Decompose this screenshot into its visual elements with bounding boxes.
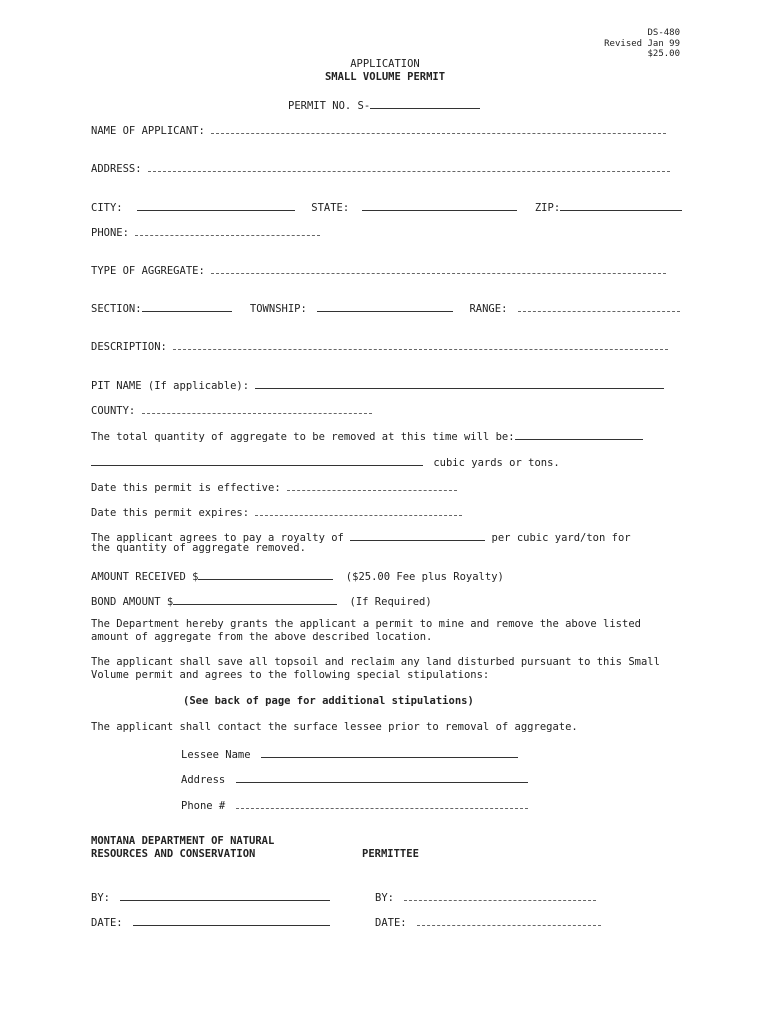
permit-number-field[interactable] [370, 97, 480, 109]
amount-received-row [91, 568, 504, 583]
bond-amount-label: BOND AMOUNT $ [91, 596, 174, 608]
lessee-name-label: Lessee Name [181, 749, 251, 761]
county-label: COUNTY: [91, 405, 136, 417]
zip-field[interactable] [560, 199, 682, 211]
range-label: RANGE: [469, 303, 508, 315]
township-label: TOWNSHIP: [249, 303, 307, 315]
phone-label: PHONE: [91, 227, 129, 239]
lessee-name-field[interactable] [261, 746, 518, 758]
lessee-phone-row [181, 797, 528, 812]
state-label: STATE: [311, 202, 350, 214]
department-line-1: MONTANA DEPARTMENT OF NATURAL [91, 835, 275, 847]
pit-name-label: PIT NAME (If applicable): [91, 380, 250, 392]
effective-date-field[interactable] [287, 479, 457, 491]
zip-label: ZIP: [534, 202, 561, 214]
applicant-name-row [91, 122, 666, 137]
range-field[interactable] [518, 300, 680, 312]
bond-amount-field[interactable] [173, 593, 337, 605]
phone-field[interactable] [135, 224, 320, 236]
expires-date-field[interactable] [255, 504, 462, 516]
permittee-by-row [375, 889, 596, 904]
permittee-date-label: DATE: [375, 917, 407, 929]
pit-name-field[interactable] [255, 377, 664, 389]
see-back-note: (See back of page for additional stipulations) [183, 695, 474, 707]
lessee-address-row [181, 771, 528, 786]
expires-date-label: Date this permit expires: [91, 507, 250, 519]
township-field[interactable] [317, 300, 453, 312]
department-line-2: RESOURCES AND CONSERVATION [91, 848, 256, 860]
title-application: APPLICATION [350, 58, 420, 70]
lessee-phone-label: Phone # [181, 800, 226, 812]
lessee-phone-field[interactable] [236, 797, 528, 809]
city-field[interactable] [137, 199, 295, 211]
lessee-contact-paragraph: The applicant shall contact the surface lessee prior to removal of aggregate. [91, 721, 578, 733]
royalty-text-a: The applicant agrees to pay a royalty of [91, 532, 344, 544]
quantity-text: The total quantity of aggregate to be removed at this time will be: [91, 431, 515, 443]
bond-amount-row [91, 593, 432, 608]
description-field[interactable] [173, 338, 668, 350]
department-date-field[interactable] [133, 914, 330, 926]
department-date-row [91, 914, 330, 929]
section-township-range-row [91, 300, 680, 315]
section-label: SECTION: [91, 303, 142, 315]
pit-name-row [91, 377, 664, 392]
county-field[interactable] [142, 402, 372, 414]
address-field[interactable] [148, 160, 670, 172]
form-header-block [604, 28, 680, 60]
address-label: ADDRESS: [91, 163, 142, 175]
cubic-yards-text: cubic yards or tons. [433, 457, 560, 469]
city-label: CITY: [91, 202, 123, 214]
permittee-by-field[interactable] [404, 889, 596, 901]
aggregate-type-row [91, 262, 666, 277]
lessee-name-row [181, 746, 518, 761]
applicant-name-label: NAME OF APPLICANT: [91, 125, 205, 137]
permit-number-label: PERMIT NO. S- [288, 100, 371, 112]
description-row [91, 338, 668, 353]
royalty-field[interactable] [350, 529, 485, 541]
permittee-date-row [375, 914, 601, 929]
department-by-field[interactable] [120, 889, 330, 901]
cubic-yards-row [91, 454, 560, 469]
department-by-label: BY: [91, 892, 110, 904]
applicant-name-field[interactable] [211, 122, 666, 134]
royalty-text-c: the quantity of aggregate removed. [91, 542, 306, 554]
expires-date-row [91, 504, 462, 519]
aggregate-type-field[interactable] [211, 262, 666, 274]
permittee-date-field[interactable] [417, 914, 601, 926]
city-state-zip-row [91, 199, 682, 214]
address-row [91, 160, 670, 175]
department-by-row [91, 889, 330, 904]
royalty-text-b: per cubic yard/ton for [491, 532, 631, 544]
quantity-field-b[interactable] [91, 454, 423, 466]
section-field[interactable] [142, 300, 232, 312]
grant-paragraph: The Department hereby grants the applicant a permit to mine and remove the above listed amount of aggregate from the above described location. [91, 618, 641, 643]
bond-amount-note: (If Required) [349, 596, 432, 608]
effective-date-label: Date this permit is effective: [91, 482, 281, 494]
county-row [91, 402, 372, 417]
permittee-heading: PERMITTEE [362, 848, 419, 860]
quantity-row [91, 428, 643, 443]
amount-received-label: AMOUNT RECEIVED $ [91, 571, 199, 583]
aggregate-type-label: TYPE OF AGGREGATE: [91, 265, 205, 277]
permit-number-row [288, 97, 480, 112]
amount-received-field[interactable] [198, 568, 333, 580]
form-number: DS-480 [647, 28, 680, 38]
department-name [91, 835, 274, 861]
phone-row [91, 224, 320, 239]
state-field[interactable] [362, 199, 517, 211]
title-small-volume-permit: SMALL VOLUME PERMIT [324, 71, 446, 83]
description-label: DESCRIPTION: [91, 341, 167, 353]
lessee-address-field[interactable] [236, 771, 528, 783]
effective-date-row [91, 479, 457, 494]
permittee-by-label: BY: [375, 892, 394, 904]
amount-received-note: ($25.00 Fee plus Royalty) [345, 571, 504, 583]
fee-amount: $25.00 [647, 49, 680, 59]
lessee-address-label: Address [181, 774, 226, 786]
department-date-label: DATE: [91, 917, 123, 929]
topsoil-paragraph: The applicant shall save all topsoil and reclaim any land disturbed pursuant to this Small Volume permit and agrees to the following special stipulations: [91, 656, 660, 681]
quantity-field-a[interactable] [515, 428, 643, 440]
revised-date: Revised Jan 99 [604, 38, 680, 49]
